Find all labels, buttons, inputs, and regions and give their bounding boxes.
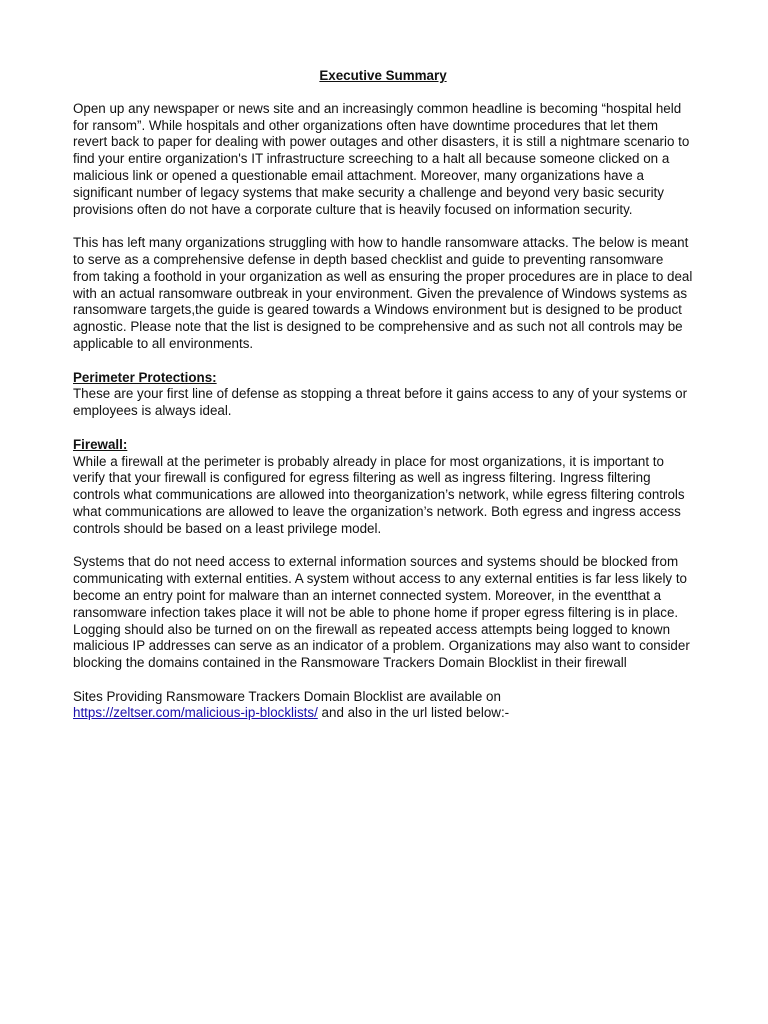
perimeter-text: These are your first line of defense as stopping a threat before it gains access to any of your systems or employees is always ideal. [73, 386, 688, 419]
sites-suffix: and also in the url listed below:- [317, 705, 510, 721]
document-page [73, 68, 693, 739]
sites-intro: Sites Providing Ransmoware Trackers Domain Blocklist are available on [73, 688, 501, 704]
perimeter-section [73, 370, 693, 420]
sites-paragraph [73, 689, 693, 723]
perimeter-heading: Perimeter Protections: [73, 369, 217, 385]
intro-paragraph: Open up any newspaper or news site and an increasingly common headline is becoming “hospital held for ransom”. While hospitals and other organizations often have downtime procedures that let them revert back to paper for dealing with power outages and other disasters, it is still a nightmare scenario to find your entire organization's IT infrastructure screeching to a halt all because someone clicked on a malicious link or opened a questionable email attachment. Moreover, many organizations have a significant number of legacy systems that make security a challenge and beyond very basic security provisions often do not have a corporate culture that is heavily focused on information security. [73, 100, 690, 217]
firewall-text: While a firewall at the perimeter is probably already in place for most organizations, it is important to verify that your firewall is configured for egress filtering as well as ingress filtering. Ingress filtering controls what communications are allowed into theorganization’s network, while egress filtering controls what communications are allowed to leave the organization’s network. Both egress and ingress access controls should be based on a least privilege model. [73, 453, 685, 536]
firewall-heading: Firewall: [73, 436, 128, 452]
document-title: Executive Summary [319, 68, 447, 83]
intro-paragraph: This has left many organizations struggling with how to handle ransomware attacks. The below is meant to serve as a comprehensive defense in depth based checklist and guide to preventing ransomware from taking a foothold in your organization as well as ensuring the proper procedures are in place to deal with an actual ransomware outbreak in your environment. Given the prevalence of Windows systems as ransomware targets,the guide is geared towards a Windows environment but is designed to be product agnostic. Please note that the list is designed to be comprehensive and as such not all controls may be applicable to all environments. [73, 235, 693, 351]
blocklist-link[interactable]: https://zeltser.com/malicious-ip-blocklists/ [73, 705, 318, 721]
systems-paragraph: Systems that do not need access to external information sources and systems should be blocked from communicating with external entities. A system without access to any external entities is far less likely to become an entry point for malware than an internet connected system. Moreover, in the eventthat a ransomware infection takes place it will not be able to phone home if proper egress filtering is in place. Logging should also be turned on on the firewall as repeated access attempts being logged to known malicious IP addresses can serve as an indicator of a problem. Organizations may also want to consider blocking the domains contained in the Ransmoware Trackers Domain Blocklist in their firewall [73, 554, 690, 671]
firewall-section [73, 437, 693, 538]
